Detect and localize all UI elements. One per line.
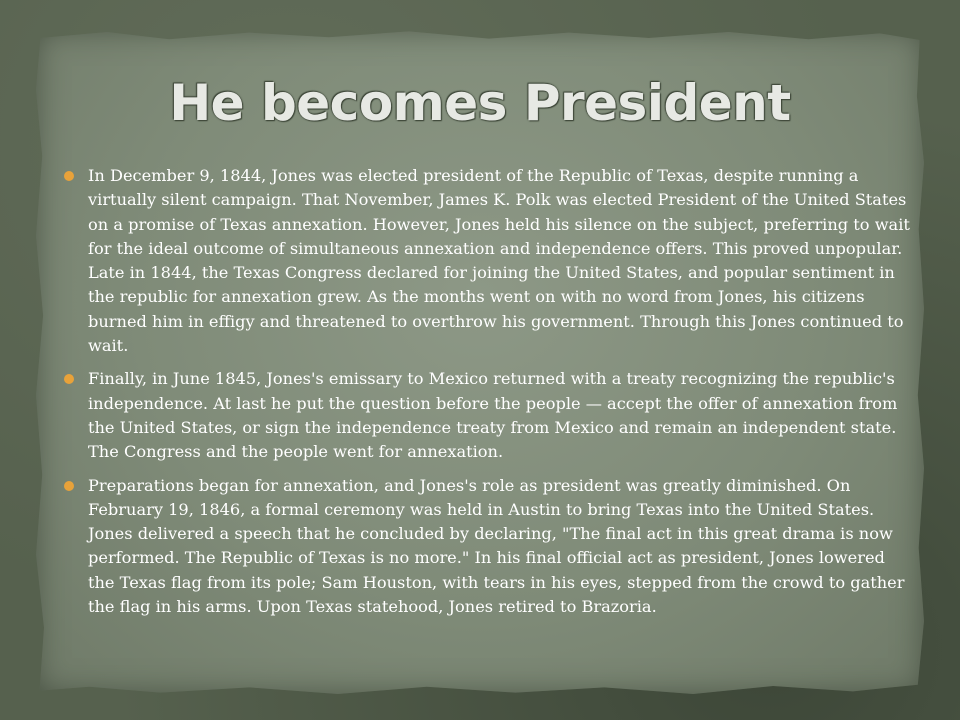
bullet-item bbox=[64, 367, 914, 464]
bullet-item bbox=[64, 164, 914, 358]
bullet-dot-icon bbox=[64, 481, 74, 491]
bullet-item bbox=[64, 474, 914, 620]
slide-title: He becomes President bbox=[169, 74, 791, 132]
bullet-text: Preparations began for annexation, and Jones's role as president was greatly diminished. On February 19, 1846, a formal ceremony was held in Austin to bring Texas into the United States. Jones delivered a speech that he concluded by declaring, "The final act in this great drama is now performed. The Republic of Texas is no more." In his final official act as president, Jones lowered the Texas flag from its pole; Sam Houston, with tears in his eyes, stepped from the crowd to gather the flag in his arms. Upon Texas statehood, Jones retired to Brazoria. bbox=[88, 475, 905, 617]
bullet-dot-icon bbox=[64, 374, 74, 384]
bullet-text: In December 9, 1844, Jones was elected president of the Republic of Texas, despite running a virtually silent campaign. That November, James K. Polk was elected President of the United States on a promise of Texas annexation. However, Jones held his silence on the subject, preferring to wait for the ideal outcome of simultaneous annexation and independence offers. This proved unpopular. Late in 1844, the Texas Congress declared for joining the United States, and popular sentiment in the republic for annexation grew. As the months went on with no word from Jones, his citizens burned him in effigy and threatened to overthrow his government. Through this Jones continued to wait. bbox=[88, 166, 910, 356]
bullet-list bbox=[64, 164, 914, 628]
bullet-dot-icon bbox=[64, 171, 74, 181]
bullet-text: Finally, in June 1845, Jones's emissary to Mexico returned with a treaty recognizing the republic's independence. At last he put the question before the people — accept the offer of annexation from the United States, or sign the independence treaty from Mexico and remain an independent state. The Congress and the people went for annexation. bbox=[88, 369, 898, 462]
